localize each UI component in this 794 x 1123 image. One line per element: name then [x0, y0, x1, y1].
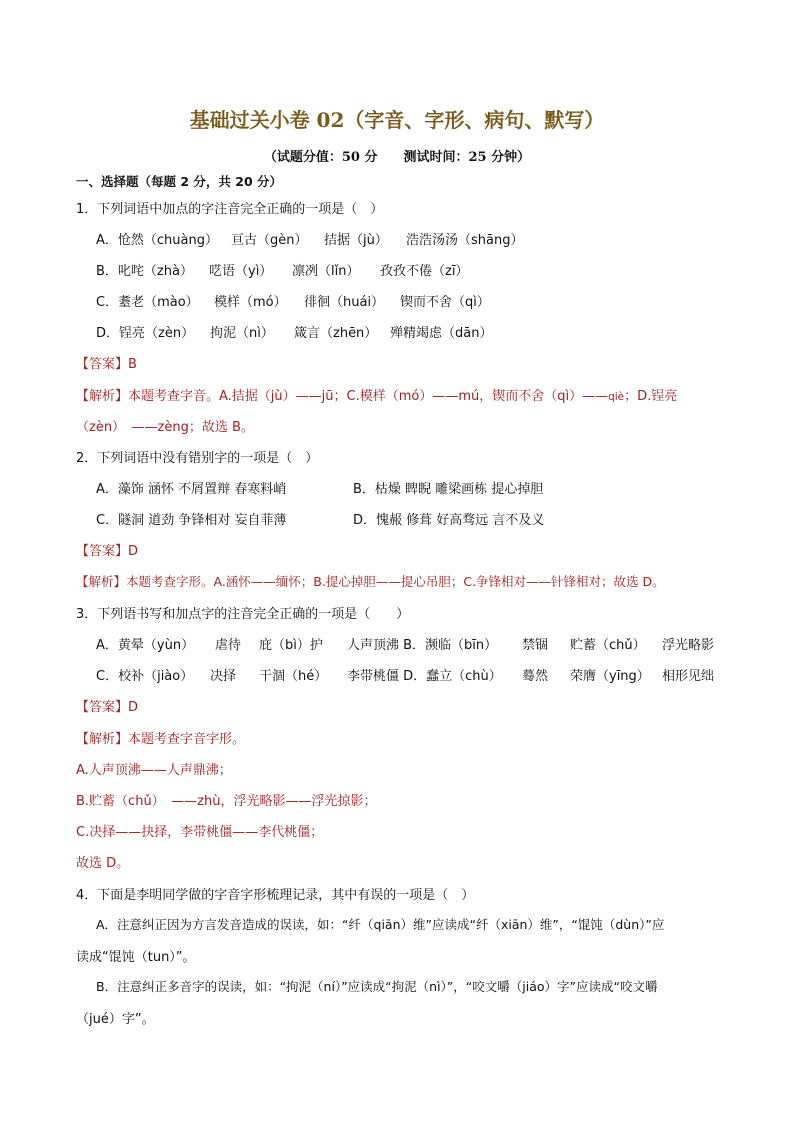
- page-title: 基础过关小卷 02（字音、字形、病句、默写）: [189, 108, 605, 132]
- q3-r1-3: 庇（bì）护: [259, 638, 323, 653]
- q1-D-1: D．锃亮（zèn）: [96, 326, 195, 341]
- q3-r2-5: 蓦然: [522, 669, 549, 684]
- q2-analysis: 【解析】本题考查字形。A.涵怀——缅怀；B.提心掉胆——提心吊胆；C.争锋相对——针锋相对；故选 D。: [76, 574, 665, 589]
- q3-r1-5: 禁锢: [522, 638, 549, 653]
- q3-r2-4: 李带桃僵 D．蠢立（chù）: [347, 669, 502, 684]
- q3-analysis: 【解析】本题考查字音字形。: [76, 732, 246, 747]
- q2-option-A: A．藻饰 涵怀 不屑置辩 春寒料峭: [96, 482, 287, 497]
- q1-D-4: 殚精竭虑（dān）: [390, 326, 493, 341]
- q3-conclusion: 故选 D。: [76, 856, 130, 871]
- q1-C-2: 模样（mó）: [214, 295, 287, 310]
- q3-r2-1: C．校补（jiào）: [96, 669, 194, 684]
- q2-option-D: D．愧赧 修葺 好高骛远 言不及义: [353, 513, 545, 528]
- q4-option-B-line1: B．注意纠正多音字的误读，如：“拘泥（ní）”应读成“拘泥（nì）”，“咬文嚼（jiáo）字”应读成“咬文嚼: [96, 979, 658, 994]
- section-heading: 一、选择题（每题 2 分，共 20 分）: [76, 174, 283, 189]
- q3-r1-6: 贮蓄（chǔ）: [570, 638, 646, 653]
- page-subtitle: （试题分值：50 分 测试时间：25 分钟）: [263, 150, 531, 165]
- q1-A-2: 亘古（gèn）: [231, 233, 308, 248]
- q3-r1-4: 人声顶沸 B．濒临（bīn）: [347, 638, 498, 653]
- q1-A-1: A．怆然（chuàng）: [96, 233, 218, 248]
- q3-r2-6: 荣膺（yīng）: [570, 669, 650, 684]
- q3-answer: 【答案】D: [76, 700, 139, 715]
- q1-C-3: 徘徊（huái）: [304, 295, 385, 310]
- q3-analysis-A: A.人声顶沸——人声鼎沸；: [76, 763, 232, 778]
- q1-C-4: 锲而不舍（qì）: [400, 295, 490, 310]
- q3-analysis-C: C.决择——抉择，李带桃僵——李代桃僵；: [76, 825, 324, 840]
- q1-B-4: 孜孜不倦（zī）: [380, 264, 469, 279]
- q4-stem: 4．下面是李明同学做的字音字形梳理记录，其中有误的一项是（ ）: [76, 888, 475, 903]
- q4-option-A-line1: A．注意纠正因为方言发音造成的误读，如：“纤（qiān）维”应读成“纤（xiān）维”，“馄饨（dùn）”应: [96, 917, 665, 932]
- q4-option-A-line2: 读成“馄饨（tun）”。: [76, 950, 196, 965]
- q1-C-1: C．耋老（mào）: [96, 295, 199, 310]
- q1-D-3: 箴言（zhēn）: [294, 326, 378, 341]
- q3-r1-1: A．黄晕（yùn）: [96, 638, 195, 653]
- q4-option-B-line2: （jué）字”。: [76, 1012, 155, 1027]
- q1-B-2: 呓语（yì）: [209, 264, 273, 279]
- q1-B-3: 凛冽（lǐn）: [292, 264, 360, 279]
- q1-analysis-line1: 【解析】本题考查字音。A.拮据（jù）——jū；C.模样（mó）——mú，锲而不舍（qì）——qiè；D.锃亮: [76, 389, 678, 404]
- q1-A-4: 浩浩汤汤（shāng）: [406, 233, 524, 248]
- q2-answer: 【答案】D: [76, 544, 139, 559]
- q3-r2-3: 干涸（hé）: [259, 669, 328, 684]
- q1-answer: 【答案】B: [76, 357, 137, 372]
- q1-A-3: 拮据（jù）: [324, 233, 388, 248]
- q1-stem: 1．下列词语中加点的字注音完全正确的一项是（ ）: [76, 202, 384, 217]
- q2-option-C: C．隧洞 道劲 争锋相对 妄自菲薄: [96, 513, 287, 528]
- q1-D-2: 拘泥（nì）: [210, 326, 274, 341]
- q1-B-1: B．叱咤（zhà）: [96, 264, 193, 279]
- q3-r2-2: 决择: [210, 669, 237, 684]
- q3-stem: 3．下列语书写和加点字的注音完全正确的一项是（ ）: [76, 607, 410, 622]
- q3-r1-7: 浮光略影: [662, 638, 715, 653]
- q2-option-B: B．枯燥 睥睨 雕梁画栋 提心掉胆: [353, 482, 544, 497]
- q3-analysis-B: B.贮蓄（chǔ） ——zhù，浮光略影——浮光掠影；: [76, 794, 377, 809]
- q3-r2-7: 相形见绌: [662, 669, 715, 684]
- q1-analysis-line2: （zèn） ——zèng；故选 B。: [76, 420, 254, 435]
- q2-stem: 2．下列词语中没有错别字的一项是（ ）: [76, 451, 319, 466]
- q3-r1-2: 虐待: [215, 638, 242, 653]
